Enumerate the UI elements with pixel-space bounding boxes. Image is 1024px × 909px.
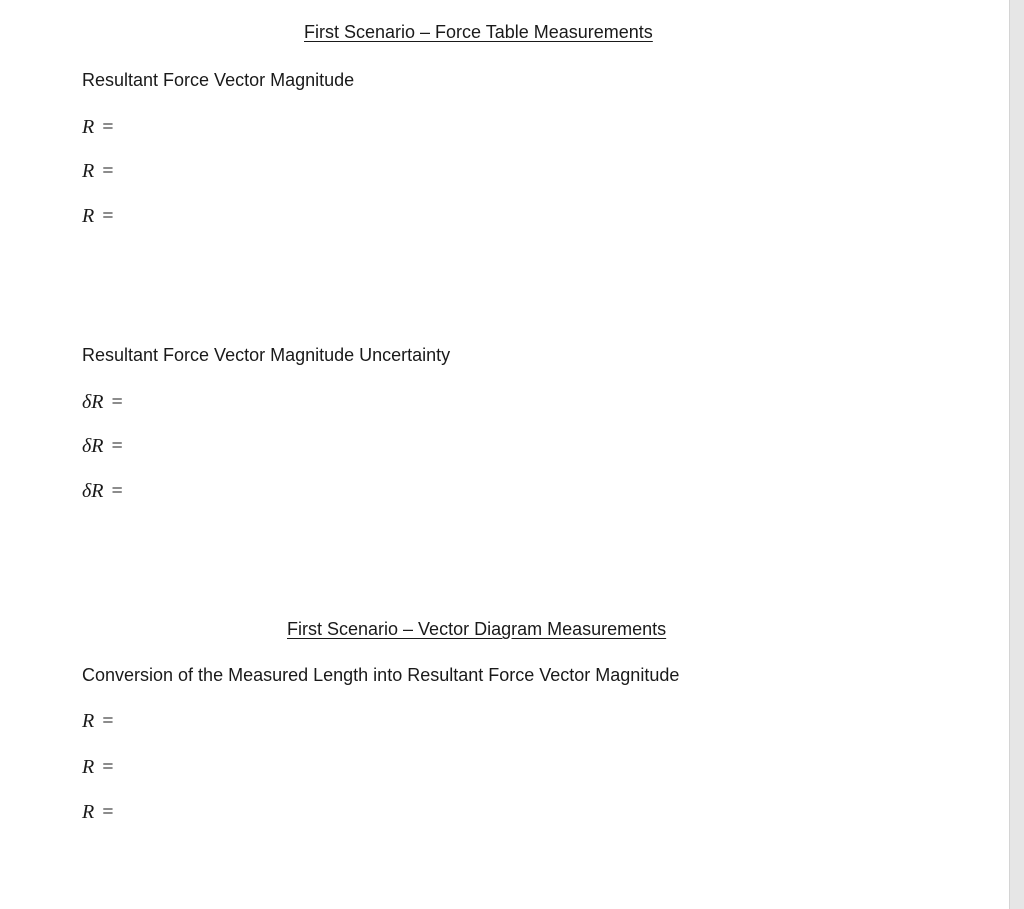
equation-operator: = — [102, 801, 114, 823]
equation-symbol: δR — [82, 480, 104, 502]
equation-line — [82, 116, 114, 139]
equation-line — [82, 391, 123, 414]
equation-line — [82, 160, 114, 183]
equation-operator: = — [111, 391, 123, 413]
equation-symbol: R — [82, 756, 95, 778]
equation-operator: = — [111, 435, 123, 457]
vertical-scrollbar[interactable] — [1009, 0, 1024, 909]
equation-line — [82, 205, 114, 228]
equation-symbol: δR — [82, 435, 104, 457]
equation-operator: = — [102, 116, 114, 138]
subsection-label-uncertainty: Resultant Force Vector Magnitude Uncertainty — [82, 345, 451, 365]
subsection-label-magnitude: Resultant Force Vector Magnitude — [82, 70, 355, 90]
equation-symbol: R — [82, 205, 95, 227]
equation-symbol: R — [82, 116, 95, 138]
section-heading-force-table: First Scenario – Force Table Measurements — [304, 22, 653, 42]
equation-operator: = — [102, 710, 114, 732]
equation-operator: = — [102, 756, 114, 778]
equation-operator: = — [102, 160, 114, 182]
equation-symbol: δR — [82, 391, 104, 413]
subsection-label-conversion: Conversion of the Measured Length into Resultant Force Vector Magnitude — [82, 665, 680, 685]
equation-operator: = — [102, 205, 114, 227]
equation-operator: = — [111, 480, 123, 502]
equation-symbol: R — [82, 801, 95, 823]
equation-line — [82, 435, 123, 458]
equation-line — [82, 480, 123, 503]
equation-line — [82, 710, 114, 733]
equation-line — [82, 756, 114, 779]
equation-line — [82, 801, 114, 824]
equation-symbol: R — [82, 710, 95, 732]
equation-symbol: R — [82, 160, 95, 182]
section-heading-vector-diagram: First Scenario – Vector Diagram Measurements — [287, 619, 667, 639]
